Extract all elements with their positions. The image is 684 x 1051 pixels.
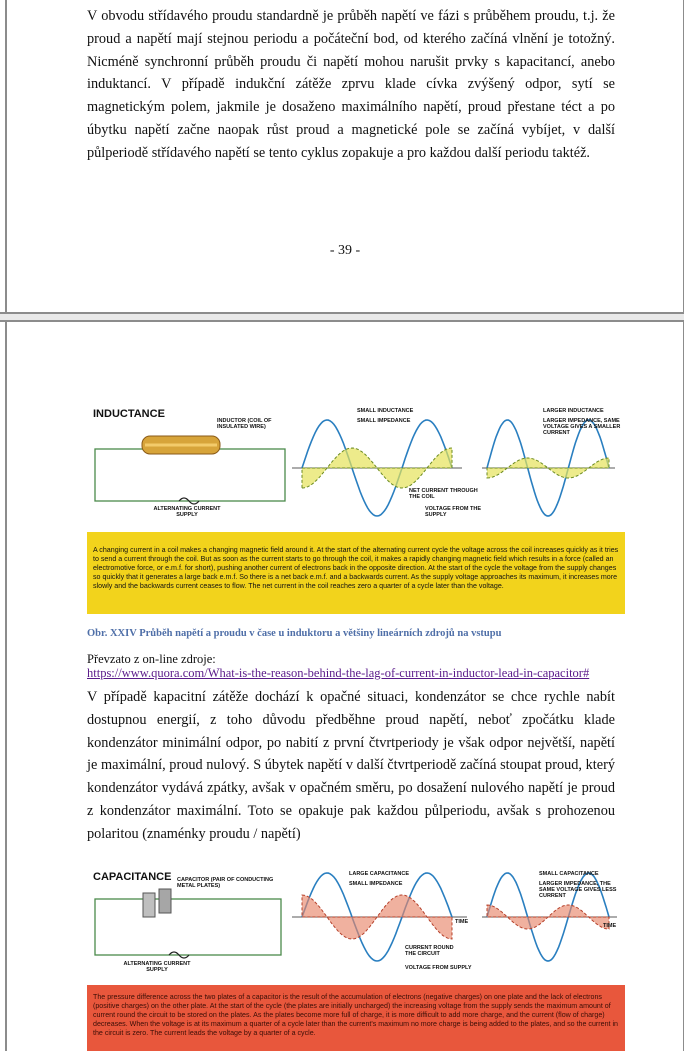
inductance-figure (87, 404, 625, 614)
paragraph-capacitance: V případě kapacitní zátěže dochází k opačné situaci, kondenzátor se chce rychle nabít dostupnou energií, z toho důvodu předběhne proud napětí, neboť zpočátku klade kondenzátor minimální odpor, po nabití z první čtvrtperiody je však odpor největší, napětí je maximální, proud nulový. S úbytek napětí v další čtvrtperiodě začíná stoupat proud, který kondenzátor vydává zpátky, avšak v opačném směru, po dosažení nulového napětí je proud z kondenzátor maximální. Toto se opakuje pak každou půlperiodu, avšak s prohozenou polaritou (znaménky proudu / napětí) (87, 689, 615, 842)
source-label: Převzato z on-line zdroje: (87, 652, 216, 666)
net-current-label: NET CURRENT THROUGH THE COIL (409, 488, 478, 500)
larger-inductance-title: LARGER INDUCTANCE (543, 408, 604, 414)
capacitance-description: The pressure difference across the two plates of a capacitor is the result of the accumulation of electrons (negative charges) on one plate and the lack of electrons (positive charges) on the other plate. At the start of the cycle (the plates are initially uncharged) the increasing voltage from the supply sends the maximum amount of current round the circuit to be stored on the plates. As the plates become more full of charge, it is more difficult to add more charge, and the current (flow of charge) decreases. When the voltage is at its maximum a quarter of a cycle later than the current's maximum no more charge is being added to the plates, and so the current in the circuit is zero. The current leads the voltage by a quarter of a cycle. (93, 993, 618, 1037)
large-capacitance-title: LARGE CAPACITANCE (349, 871, 409, 877)
inductance-description: A changing current in a coil makes a changing magnetic field around it. At the start of the alternating current cycle the voltage across the coil increases quickly as it tries to send a current through the coil. But as soon as the current starts to go through the coil, it makes a rapidly changing magnetic field which results in a force (called an electromotive force, or e.m.f. for short), pushing another current of electrons back in the opposite direction. At the start of the cycle the voltage from the supply changes so quickly that it generates a large back e.m.f. So there is a net back e.m.f. and a backwards current. As the supply voltage approaches its maximum, it increases more slowly and the backwards current ceases to flow. The net current in the coil reaches zero a quarter of a cycle later than the voltage. (93, 546, 619, 590)
capacitor-label: CAPACITOR (PAIR OF CONDUCTING METAL PLATES) (177, 877, 274, 889)
time-label-2: TIME (603, 923, 617, 929)
page-separator (0, 312, 684, 322)
page-number: - 39 - (329, 243, 361, 258)
ac-supply-label-2: ALTERNATING CURRENT SUPPLY (123, 961, 191, 973)
capacitance-title: CAPACITANCE (93, 871, 172, 883)
voltage-supply-label: VOLTAGE FROM THE SUPPLY (425, 506, 482, 518)
paragraph-inductance: V obvodu střídavého proudu standardně je průběh napětí ve fázi s průběhem proudu, t.j. že proud a napětí mají stejnou periodu a počáteční bod, od kterého začíná vlnění je totožný. Nicméně synchronní průběh proudu či napětí mohou narušit prvky s kapacitancí, anebo induktancí. V případě indukční zátěže zprvu klade cívka zvýšený odpor, sytí se magnetickým polem, jakmile je dosaženo maximálního napětí, proud přestane téct a po úbytku napětí začne naopak růst proud a magnetické pole se začíná vybíjet, v další půlperiodě střídavého napětí se tento cyklus zopakuje a pro každou další periodu taktéž. (87, 8, 615, 161)
ac-supply-label: ALTERNATING CURRENT SUPPLY (153, 506, 221, 518)
small-impedance-label: SMALL IMPEDANCE (357, 418, 411, 424)
inductor-label: INDUCTOR (COIL OF INSULATED WIRE) (217, 418, 272, 430)
current-label: CURRENT ROUND THE CIRCUIT (405, 945, 454, 957)
page-39 (5, 0, 684, 312)
larger-impedance-label-2: LARGER IMPEDANCE, THE SAME VOLTAGE GIVES LESS CURRENT (539, 881, 617, 899)
figure-caption: Obr. XXIV Průběh napětí a proudu v čase u induktoru a většiny lineárních zdrojů na vstupu (87, 628, 502, 639)
source-link[interactable]: https://www.quora.com/What-is-the-reason-behind-the-lag-of-current-in-inductor-lead-in-capacitor# (87, 666, 590, 680)
capacitance-figure (87, 867, 625, 1051)
page-40 (5, 322, 684, 1051)
small-inductance-title: SMALL INDUCTANCE (357, 408, 414, 414)
larger-impedance-label: LARGER IMPEDANCE, SAME VOLTAGE GIVES A SMALLER CURRENT (543, 418, 621, 436)
inductance-title: INDUCTANCE (93, 408, 165, 420)
small-capacitance-title: SMALL CAPACITANCE (539, 871, 599, 877)
time-label: TIME (455, 919, 469, 925)
voltage-supply-label-2: VOLTAGE FROM SUPPLY (405, 965, 472, 971)
small-impedance-label-2: SMALL IMPEDANCE (349, 881, 403, 887)
